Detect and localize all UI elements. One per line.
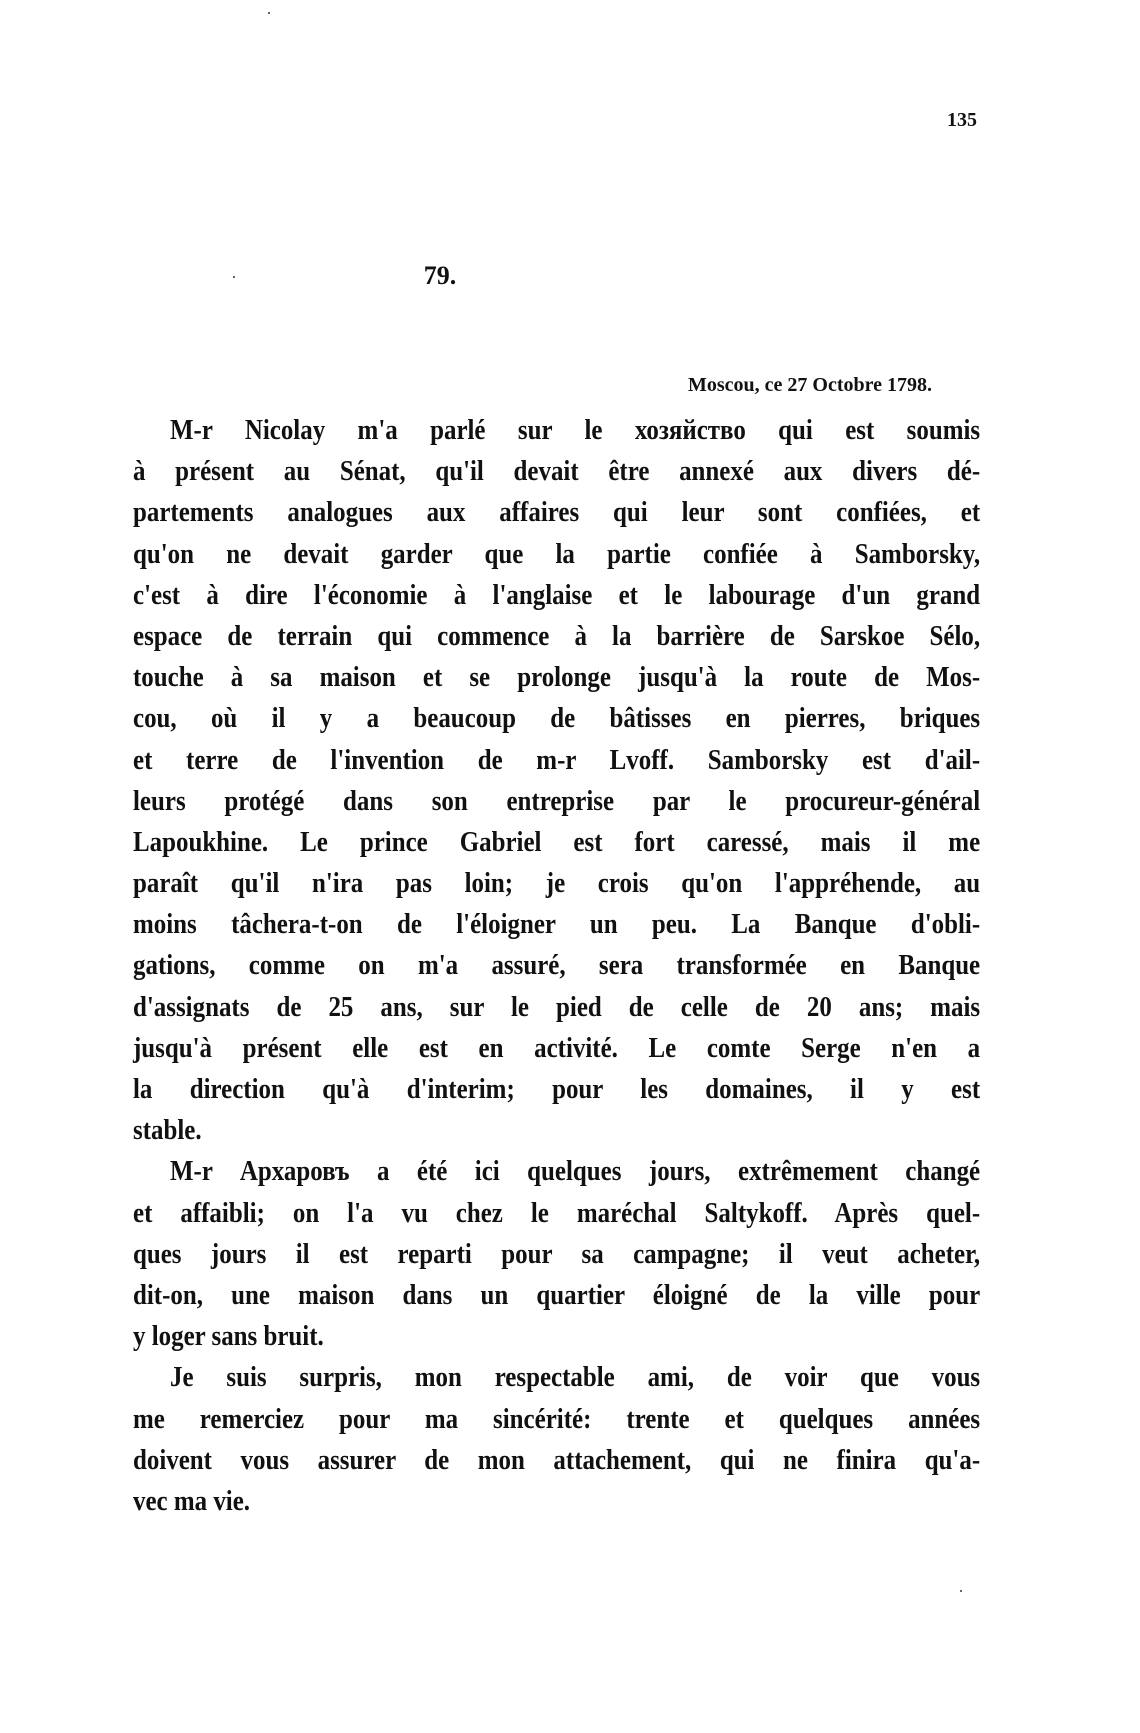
text-line: ques jours il est reparti pour sa campagne; il veut acheter, [133,1237,981,1270]
text-line: cou, où il y a beaucoup de bâtisses en pierres, briques [133,702,981,735]
text-line: stable. [133,1114,202,1147]
text-line: doivent vous assurer de mon attachement, qui ne finira qu'a- [133,1443,981,1476]
text-line: qu'on ne devait garder que la partie confiée à Samborsky, [133,537,981,570]
scan-speck [960,1590,962,1592]
text-line: Je suis surpris, mon respectable ami, de voir que vous [169,1361,981,1394]
text-line: M-r Архаровъ a été ici quelques jours, extrêmement changé [169,1155,981,1188]
text-line: partements analogues aux affaires qui leur sont confiées, et [133,496,981,529]
text-line: M-r Nicolay m'a parlé sur le хозяйство qui est soumis [169,414,981,446]
scan-speck [233,276,235,278]
text-line: Lapoukhine. Le prince Gabriel est fort caressé, mais il me [133,825,981,858]
text-line: me remerciez pour ma sincérité: trente et quelques années [133,1402,981,1435]
page-number: 135 [947,109,977,131]
text-line: espace de terrain qui commence à la barrière de Sarskoe Sélo, [133,619,981,652]
text-line: la direction qu'à d'interim; pour les domaines, il y est [133,1073,981,1105]
text-line: moins tâchera-t-on de l'éloigner un peu. La Banque d'obli- [133,908,981,941]
text-line: touche à sa maison et se prolonge jusqu'à la route de Mos- [133,661,981,694]
letter-body [133,410,980,1522]
text-line: paraît qu'il n'ira pas loin; je crois qu'on l'appréhende, au [133,867,981,900]
letter-number: 79. [423,261,457,290]
text-line: gations, comme on m'a assuré, sera transformée en Banque [133,949,981,982]
text-line: à présent au Sénat, qu'il devait être annexé aux divers dé- [133,455,981,488]
text-line: et terre de l'invention de m-r Lvoff. Samborsky est d'ail- [133,743,981,776]
text-line: y loger sans bruit. [133,1320,324,1353]
text-line: jusqu'à présent elle est en activité. Le comte Serge n'en a [133,1031,981,1064]
text-line: c'est à dire l'économie à l'anglaise et le labourage d'un grand [133,578,981,611]
text-line: et affaibli; on l'a vu chez le maréchal Saltykoff. Après quel- [133,1196,981,1229]
scan-speck [268,12,270,14]
text-line: vec ma vie. [133,1484,251,1517]
text-line: leurs protégé dans son entreprise par le procureur-général [133,784,981,817]
text-line: d'assignats de 25 ans, sur le pied de celle de 20 ans; mais [133,990,981,1023]
dateline: Moscou, ce 27 Octobre 1798. [687,374,932,396]
text-line: dit-on, une maison dans un quartier éloigné de la ville pour [133,1278,981,1311]
